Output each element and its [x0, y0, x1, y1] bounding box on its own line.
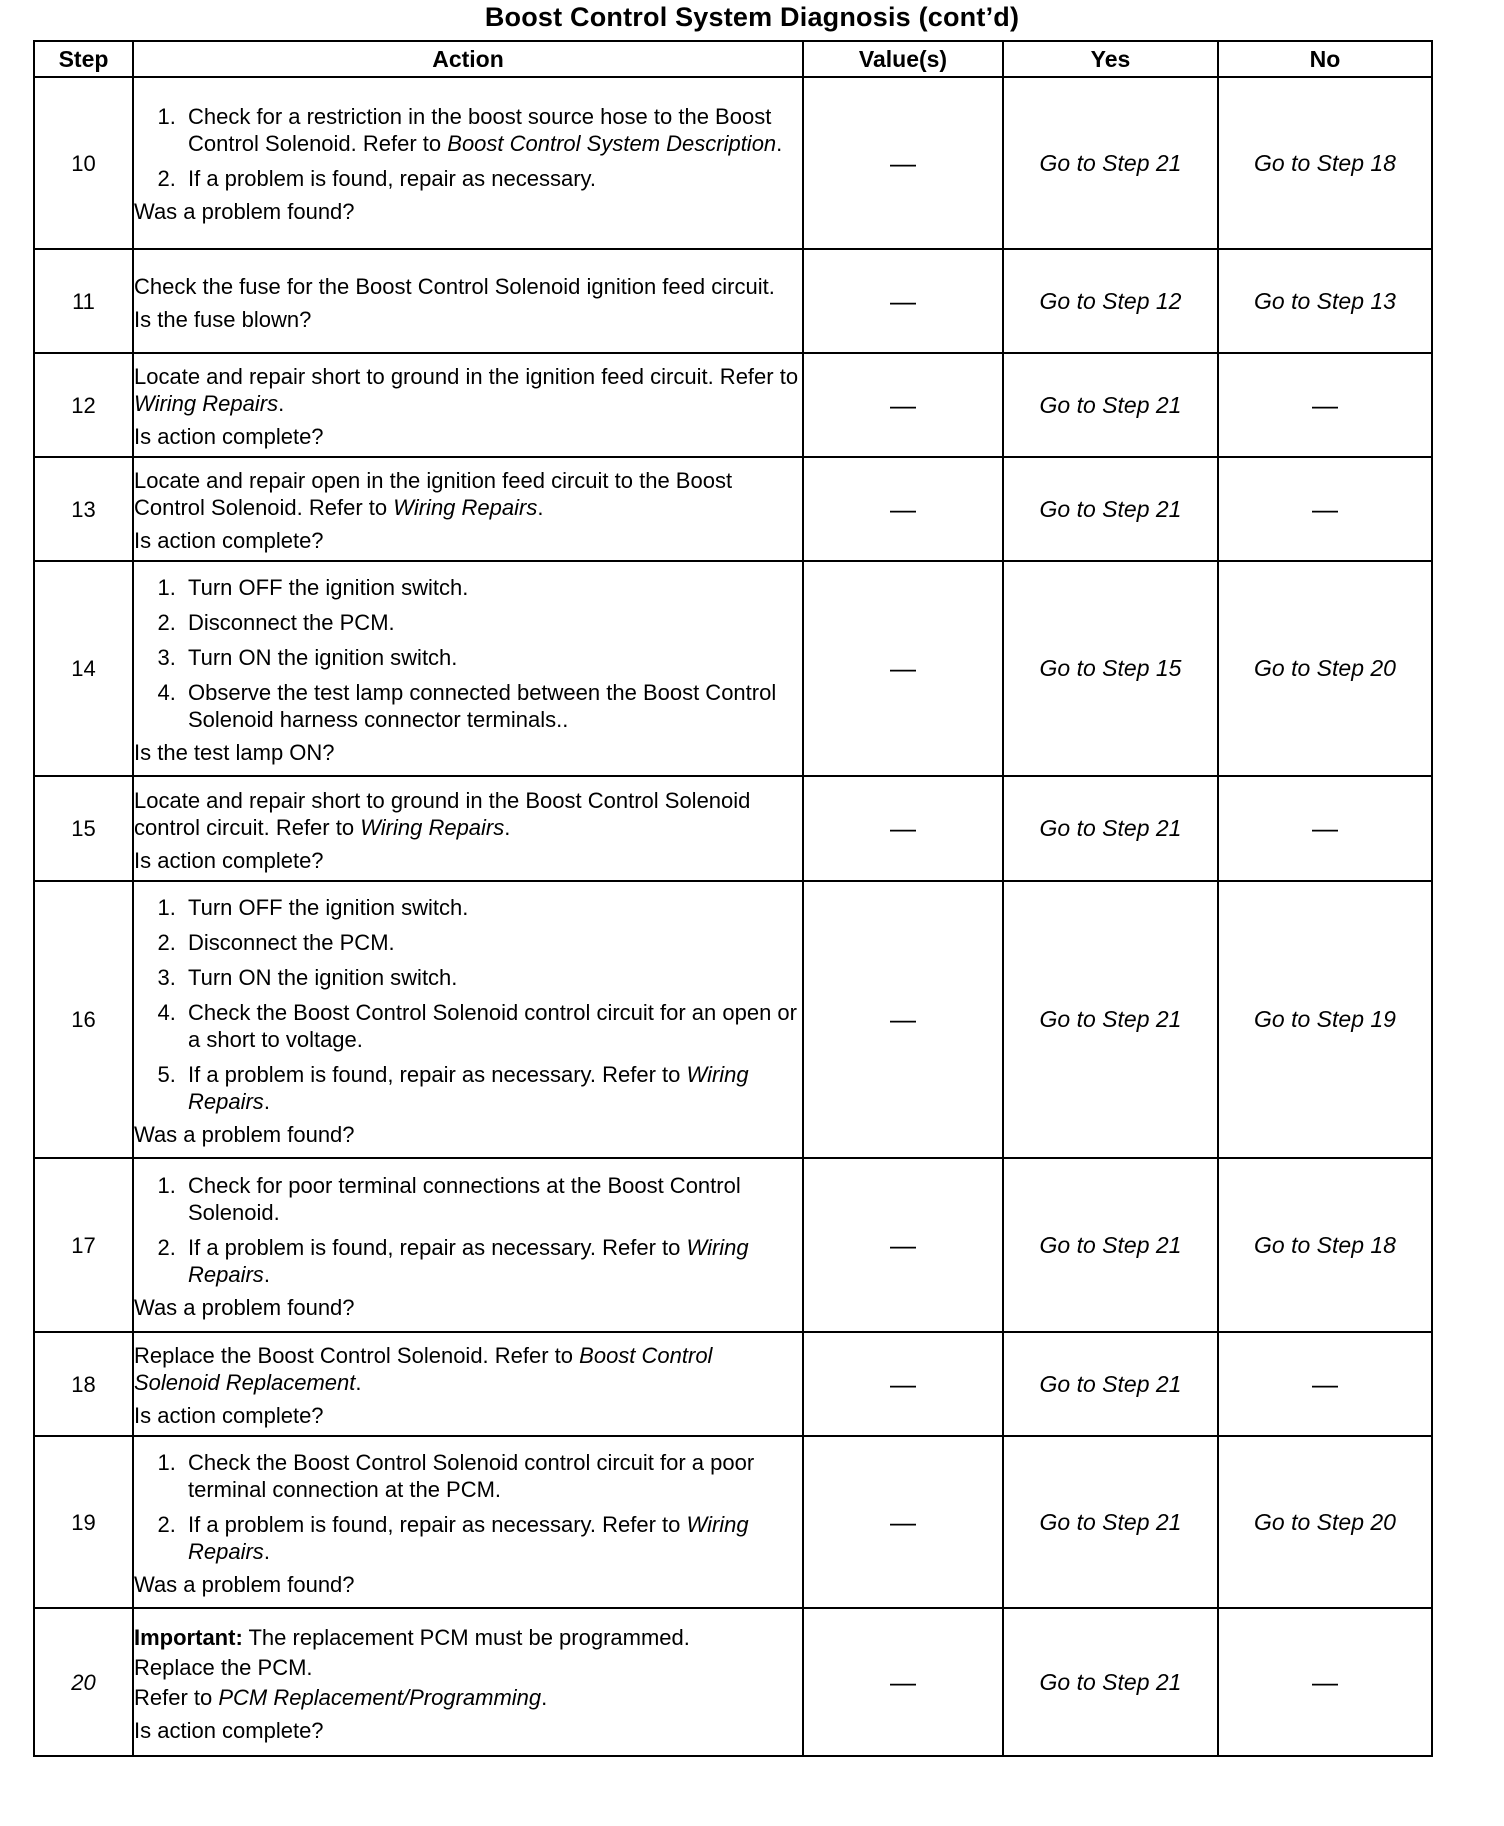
reference-link: Wiring Repairs: [134, 391, 279, 416]
important-text: The replacement PCM must be programmed.: [242, 1624, 690, 1650]
action-text: If a problem is found, repair as necessary. Refer to: [188, 1234, 687, 1260]
action-step: [182, 1061, 802, 1115]
yes-result: Go to Step 21: [1003, 1436, 1218, 1608]
important-label: Important:: [134, 1624, 243, 1650]
action-steps: [134, 103, 802, 192]
yes-result: Go to Step 15: [1003, 561, 1218, 776]
table-row: [34, 1608, 1432, 1756]
value-cell: —: [803, 249, 1003, 353]
yes-result: Go to Step 21: [1003, 776, 1218, 881]
step-number: 11: [34, 249, 133, 353]
action-line: [134, 1654, 802, 1681]
step-number: 17: [34, 1158, 133, 1332]
action-step: [182, 1511, 802, 1565]
action-cell: [133, 561, 803, 776]
action-step: [182, 1449, 802, 1503]
table-row: [34, 353, 1432, 457]
action-cell: [133, 457, 803, 561]
action-cell: [133, 776, 803, 881]
action-line: [134, 363, 802, 417]
value-cell: —: [803, 1608, 1003, 1756]
no-result: —: [1218, 457, 1432, 561]
action-line: [134, 1342, 802, 1396]
action-text: Check for poor terminal connections at the Boost Control Solenoid.: [188, 1172, 741, 1225]
action-text-end: .: [541, 1684, 548, 1710]
action-text: Replace the Boost Control Solenoid. Refer to: [134, 1343, 580, 1368]
diagnosis-table: [33, 40, 1433, 1757]
action-step: [182, 574, 802, 601]
header-yes: Yes: [1003, 41, 1218, 77]
action-cell: [133, 1608, 803, 1756]
reference-link: Boost Control Solenoid Replacement: [134, 1343, 713, 1395]
action-steps: [134, 1449, 802, 1565]
action-step: [182, 929, 802, 956]
action-question: Was a problem found?: [134, 1294, 355, 1320]
no-result: —: [1218, 1332, 1432, 1436]
action-step: [182, 894, 802, 921]
no-result: —: [1218, 776, 1432, 881]
yes-result: Go to Step 21: [1003, 77, 1218, 249]
action-question: Was a problem found?: [134, 1121, 355, 1147]
action-text-end: .: [278, 391, 285, 416]
action-question: Is action complete?: [134, 424, 324, 449]
table-row: [34, 77, 1432, 249]
action-text: Replace the PCM.: [134, 1654, 313, 1680]
action-text: Turn ON the ignition switch.: [188, 964, 458, 990]
action-line: [134, 787, 802, 841]
reference-link: Wiring Repairs: [393, 495, 538, 520]
action-text: Locate and repair short to ground in the Boost Control Solenoid control circuit. Refer to: [134, 787, 751, 840]
yes-result: Go to Step 21: [1003, 457, 1218, 561]
table-row: [34, 1332, 1432, 1436]
action-text-end: .: [537, 495, 544, 520]
action-step: [182, 1234, 802, 1288]
step-number: 16: [34, 881, 133, 1158]
action-cell: [133, 1332, 803, 1436]
action-text-end: .: [355, 1370, 362, 1395]
value-cell: —: [803, 1436, 1003, 1608]
action-text: Disconnect the PCM.: [188, 609, 395, 635]
no-result: —: [1218, 353, 1432, 457]
reference-link: Wiring Repairs: [360, 814, 505, 840]
page-title: Boost Control System Diagnosis (cont’d): [484, 2, 1020, 32]
action-cell: [133, 77, 803, 249]
step-number: 12: [34, 353, 133, 457]
action-cell: [133, 249, 803, 353]
yes-result: Go to Step 21: [1003, 1608, 1218, 1756]
reference-link: Boost Control System Description: [447, 131, 777, 156]
action-steps: [134, 574, 802, 733]
step-number: 10: [34, 77, 133, 249]
action-text-end: .: [504, 814, 511, 840]
no-result: Go to Step 20: [1218, 561, 1432, 776]
header-no: No: [1218, 41, 1432, 77]
no-result: Go to Step 13: [1218, 249, 1432, 353]
action-step: [182, 103, 802, 157]
table-row: [34, 249, 1432, 353]
action-question: Was a problem found?: [134, 199, 355, 224]
action-step: [182, 964, 802, 991]
action-cell: [133, 881, 803, 1158]
action-question: Is action complete?: [134, 1403, 324, 1428]
action-step: [182, 999, 802, 1053]
no-result: Go to Step 18: [1218, 77, 1432, 249]
action-step: [182, 644, 802, 671]
step-number: 20: [34, 1608, 133, 1756]
table-row: [34, 776, 1432, 881]
action-steps: [134, 1172, 802, 1288]
action-step: [182, 679, 802, 733]
action-text: If a problem is found, repair as necessary. Refer to: [188, 1511, 687, 1537]
action-text: Check the Boost Control Solenoid control circuit for an open or a short to voltage.: [188, 999, 797, 1052]
action-steps: [134, 894, 802, 1115]
reference-link: Wiring Repairs: [188, 1061, 749, 1114]
action-cell: [133, 1158, 803, 1332]
action-text: Check the Boost Control Solenoid control circuit for a poor terminal connection at the PCM.: [188, 1449, 755, 1502]
action-question: Is the fuse blown?: [134, 306, 312, 332]
action-text: Locate and repair short to ground in the ignition feed circuit. Refer to: [134, 364, 799, 389]
step-number: 13: [34, 457, 133, 561]
action-line: [134, 467, 802, 521]
step-number: 15: [34, 776, 133, 881]
no-result: Go to Step 20: [1218, 1436, 1432, 1608]
header-values: Value(s): [803, 41, 1003, 77]
action-text: Locate and repair open in the ignition feed circuit to the Boost Control Solenoid. Refer to: [134, 468, 733, 520]
action-step: [182, 1172, 802, 1226]
no-result: Go to Step 18: [1218, 1158, 1432, 1332]
action-text-end: .: [263, 1261, 270, 1287]
table-row: [34, 561, 1432, 776]
action-question: Is action complete?: [134, 528, 324, 553]
table-row: [34, 1436, 1432, 1608]
value-cell: —: [803, 457, 1003, 561]
action-text-end: .: [263, 1088, 270, 1114]
reference-link: Wiring Repairs: [188, 1511, 749, 1564]
action-text: If a problem is found, repair as necessary.: [188, 166, 597, 191]
action-question: Is the test lamp ON?: [134, 739, 335, 765]
value-cell: —: [803, 1332, 1003, 1436]
yes-result: Go to Step 12: [1003, 249, 1218, 353]
yes-result: Go to Step 21: [1003, 1158, 1218, 1332]
action-text: Observe the test lamp connected between the Boost Control Solenoid harness connector terminals..: [188, 679, 777, 732]
action-text: Check for a restriction in the boost source hose to the Boost Control Solenoid. Refer to: [188, 104, 772, 156]
action-question: Is action complete?: [134, 1717, 324, 1743]
value-cell: —: [803, 776, 1003, 881]
action-text: Check the fuse for the Boost Control Solenoid ignition feed circuit.: [134, 273, 775, 299]
step-number: 14: [34, 561, 133, 776]
header-row: [34, 41, 1432, 77]
value-cell: —: [803, 881, 1003, 1158]
step-number: 18: [34, 1332, 133, 1436]
value-cell: —: [803, 561, 1003, 776]
table-row: [34, 1158, 1432, 1332]
action-text-end: .: [776, 131, 783, 156]
action-question: Was a problem found?: [134, 1571, 355, 1597]
important-note: [134, 1624, 802, 1651]
yes-result: Go to Step 21: [1003, 353, 1218, 457]
header-step: Step: [34, 41, 133, 77]
step-number: 19: [34, 1436, 133, 1608]
reference-link: Wiring Repairs: [188, 1234, 749, 1287]
action-step: [182, 165, 802, 192]
action-question: Is action complete?: [134, 847, 324, 873]
action-text: If a problem is found, repair as necessary. Refer to: [188, 1061, 687, 1087]
value-cell: —: [803, 77, 1003, 249]
no-result: —: [1218, 1608, 1432, 1756]
no-result: Go to Step 19: [1218, 881, 1432, 1158]
yes-result: Go to Step 21: [1003, 881, 1218, 1158]
header-action: Action: [133, 41, 803, 77]
action-line: [134, 1684, 802, 1711]
action-line: [134, 273, 802, 300]
yes-result: Go to Step 21: [1003, 1332, 1218, 1436]
action-text: Disconnect the PCM.: [188, 929, 395, 955]
action-text: Turn OFF the ignition switch.: [188, 574, 469, 600]
reference-link: PCM Replacement/Programming: [218, 1684, 542, 1710]
action-text: Turn ON the ignition switch.: [188, 644, 458, 670]
action-cell: [133, 353, 803, 457]
value-cell: —: [803, 353, 1003, 457]
action-step: [182, 609, 802, 636]
action-text: Refer to: [134, 1684, 219, 1710]
value-cell: —: [803, 1158, 1003, 1332]
table-row: [34, 457, 1432, 561]
action-cell: [133, 1436, 803, 1608]
table-row: [34, 881, 1432, 1158]
action-text: Turn OFF the ignition switch.: [188, 894, 469, 920]
action-text-end: .: [263, 1538, 270, 1564]
